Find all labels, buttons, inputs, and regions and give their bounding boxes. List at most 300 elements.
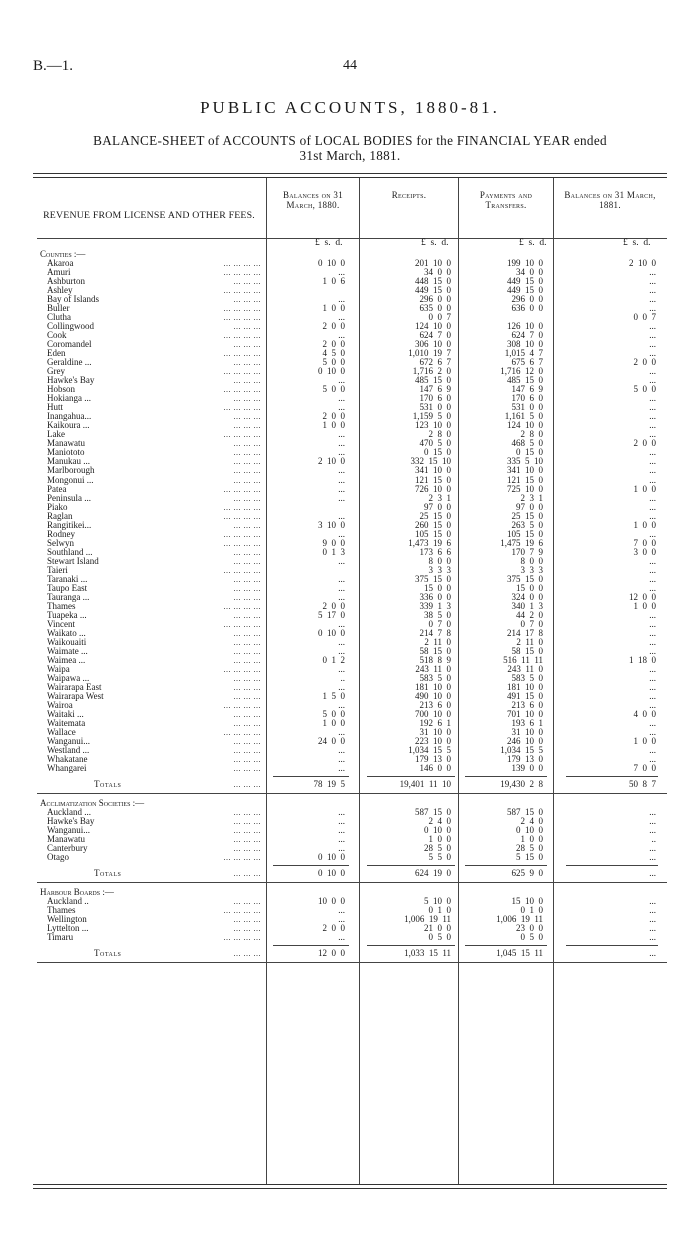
row-label: Selwyn <box>47 537 74 548</box>
cell-c3: 44 2 0 <box>516 609 543 620</box>
leader-dots: ... ... ... <box>233 826 261 836</box>
leader-dots: ... ... ... <box>233 358 261 368</box>
section-name: Acclimatization Societies :— <box>40 798 145 809</box>
cell-c2: 1 0 0 <box>428 834 451 845</box>
cell-c2: 201 10 0 <box>415 258 451 269</box>
cell-c2: 5 10 0 <box>424 896 451 907</box>
cell-c1: ... <box>338 429 345 440</box>
table-row <box>33 638 667 647</box>
table-row <box>33 566 667 575</box>
cell-c3: 468 5 0 <box>511 438 543 449</box>
cell-c1: ... <box>338 474 345 485</box>
cell-c4: ... <box>649 672 656 683</box>
leader-dots: ... ... ... <box>233 719 261 729</box>
leader-dots: ... ... ... ... <box>223 511 261 521</box>
col-header-receipts: Receipts. <box>391 190 427 200</box>
cell-c3: 1 0 0 <box>520 834 543 845</box>
row-label: Auckland ... <box>47 807 91 818</box>
cell-c4: ... <box>649 366 656 377</box>
table-row <box>33 277 667 286</box>
cell-c3: 375 15 0 <box>507 573 543 584</box>
leader-dots: ... ... ... <box>233 340 261 350</box>
cell-c3: 243 11 0 <box>507 663 543 674</box>
cell-c2: 1,473 19 6 <box>408 537 451 548</box>
leader-dots: ... ... ... <box>233 817 261 827</box>
row-label: Hobson <box>47 384 76 395</box>
cell-c4: 1 0 0 <box>633 600 656 611</box>
leader-dots: ... ... ... <box>233 583 261 593</box>
cell-c3: 2 8 0 <box>520 429 543 440</box>
row-label: Kaikoura ... <box>47 420 90 431</box>
table-row <box>33 394 667 403</box>
cell-c4: ... <box>649 681 656 692</box>
cell-c1: 5 0 0 <box>322 384 345 395</box>
section-heading <box>33 799 667 808</box>
row-label: Hutt <box>47 402 64 413</box>
cell-c2: 15 0 0 <box>424 582 451 593</box>
cell-c2: 2 3 1 <box>428 492 451 503</box>
cell-c4: ... <box>649 636 656 647</box>
cell-c3: 1,475 19 6 <box>500 537 543 548</box>
row-label: Auckland .. <box>47 896 89 907</box>
cell-c1: 9 0 0 <box>322 537 345 548</box>
cell-c1: 78 19 5 <box>313 779 345 790</box>
cell-c4: ... <box>649 429 656 440</box>
cell-c3: 587 15 0 <box>507 807 543 818</box>
row-label: Wairarapa West <box>47 690 104 701</box>
cell-c1: ... <box>338 465 345 476</box>
cell-c1: 2 0 0 <box>322 923 345 934</box>
cell-c3: 0 1 0 <box>520 905 543 916</box>
cell-c2: 624 7 0 <box>419 330 451 341</box>
row-label: Collingwood <box>47 321 95 332</box>
row-label: Geraldine ... <box>47 357 92 368</box>
cell-c3: 0 5 0 <box>520 932 543 943</box>
cell-c1: 1 0 6 <box>322 276 345 287</box>
row-label: Waimea ... <box>47 654 86 665</box>
cell-c2: 38 5 0 <box>424 609 451 620</box>
row-header: REVENUE FROM LICENSE AND OTHER FEES. <box>43 210 255 221</box>
row-label: Wanganui... <box>47 825 91 836</box>
cell-c3: 491 15 0 <box>507 690 543 701</box>
leader-dots: ... ... ... <box>233 556 261 566</box>
cell-c1: 2 0 0 <box>322 411 345 422</box>
row-label: Mongonui ... <box>47 474 94 485</box>
cell-c4: ... <box>649 948 656 959</box>
row-label: Marlborough <box>47 465 95 476</box>
col-header-balances-1881: Balances on 31 March, 1881. <box>564 190 656 210</box>
cell-c2: 635 0 0 <box>419 303 451 314</box>
table-row <box>33 710 667 719</box>
cell-c2: 0 5 0 <box>428 932 451 943</box>
cell-c4: ... <box>649 501 656 512</box>
row-label: Whakatane <box>47 754 88 765</box>
cell-c3: 15 10 0 <box>511 896 543 907</box>
leader-dots: ... ... ... <box>233 897 261 907</box>
cell-c4: 1 0 0 <box>633 736 656 747</box>
cell-c4: ... <box>649 618 656 629</box>
cell-c4: ... <box>649 663 656 674</box>
row-label: Maniototo <box>47 447 85 458</box>
table-row <box>33 403 667 412</box>
table-row <box>33 933 667 942</box>
cell-c3: 636 0 0 <box>511 303 543 314</box>
cell-c1: ... <box>338 763 345 774</box>
leader-dots: ... ... ... <box>233 322 261 332</box>
cell-c3: 23 0 0 <box>516 923 543 934</box>
row-label: Lake <box>47 429 65 440</box>
cell-c4: ... <box>649 852 656 863</box>
cell-c1: ... <box>338 393 345 404</box>
cell-c2: 336 0 0 <box>419 591 451 602</box>
cell-c4: ... <box>649 285 656 296</box>
cell-c3: 15 0 0 <box>516 582 543 593</box>
cell-c4: ... <box>649 465 656 476</box>
table-row <box>33 548 667 557</box>
cell-c4: 5 0 0 <box>633 384 656 395</box>
leader-dots: ... ... ... <box>233 394 261 404</box>
leader-dots: ... ... ... <box>233 421 261 431</box>
cell-c3: 1,034 15 5 <box>500 745 543 756</box>
cell-c1: 0 1 2 <box>322 654 345 665</box>
cell-c1: 2 0 0 <box>322 321 345 332</box>
table-row <box>33 503 667 512</box>
leader-dots: ... ... ... <box>233 655 261 665</box>
cell-c2: 485 15 0 <box>415 375 451 386</box>
cell-c1: ... <box>338 447 345 458</box>
cell-c3: 121 15 0 <box>507 474 543 485</box>
cell-c4: ... <box>649 727 656 738</box>
leader-dots: ... ... ... <box>233 869 261 879</box>
table-row <box>33 295 667 304</box>
row-label: Taupo East <box>47 582 88 593</box>
cell-c3: 28 5 0 <box>516 843 543 854</box>
cell-c4: 1 18 0 <box>629 654 656 665</box>
row-label: Hawke's Bay <box>47 816 95 827</box>
cell-c3: 19,430 2 8 <box>500 779 543 790</box>
cell-c4: ... <box>649 816 656 827</box>
table-row <box>33 521 667 530</box>
leader-dots: ... ... ... <box>233 610 261 620</box>
section-name: Counties :— <box>40 249 86 259</box>
row-label: Waimate ... <box>47 645 88 656</box>
cell-c3: 341 10 0 <box>507 465 543 476</box>
cell-c4: ... <box>649 627 656 638</box>
cell-c3: 97 0 0 <box>516 501 543 512</box>
table-row <box>33 746 667 755</box>
row-label: Eden <box>47 348 66 359</box>
cell-c2: 672 6 7 <box>419 357 451 368</box>
cell-c3: 2 11 0 <box>516 636 543 647</box>
cell-c1: ... <box>338 807 345 818</box>
cell-c1: ... <box>338 510 345 521</box>
cell-c2: 260 15 0 <box>415 519 451 530</box>
cell-c2: 243 11 0 <box>415 663 451 674</box>
leader-dots: ... ... ... <box>233 277 261 287</box>
cell-c1: 2 0 0 <box>322 339 345 350</box>
section-heading <box>33 250 667 259</box>
leader-dots: ... ... ... <box>233 764 261 774</box>
leader-dots: ... ... ... ... <box>223 728 261 738</box>
cell-c3: 1,716 12 0 <box>500 366 543 377</box>
row-label: Westland ... <box>47 745 90 756</box>
row-label: Raglan <box>47 510 73 521</box>
cell-c1: 1 0 0 <box>322 420 345 431</box>
cell-c1: 5 17 0 <box>318 609 345 620</box>
cell-c4: ... <box>649 411 656 422</box>
cell-c2: 34 0 0 <box>424 267 451 278</box>
row-label: Hokianga ... <box>47 393 91 404</box>
cell-c4: ... <box>649 339 656 350</box>
table-row <box>33 412 667 421</box>
leader-dots: ... ... ... ... <box>223 619 261 629</box>
leader-dots: ... ... ... <box>233 493 261 503</box>
table-row <box>33 853 667 862</box>
row-label: Stewart Island <box>47 555 99 566</box>
table-row <box>33 844 667 853</box>
cell-c2: 5 5 0 <box>428 852 451 863</box>
table-row <box>33 683 667 692</box>
cell-c2: 726 10 0 <box>415 483 451 494</box>
cell-c3: 624 7 0 <box>511 330 543 341</box>
leader-dots: ... ... ... ... <box>223 385 261 395</box>
row-label: Hawke's Bay <box>47 375 95 386</box>
cell-c1: 1 5 0 <box>322 690 345 701</box>
leader-dots: ... ... ... <box>233 547 261 557</box>
cell-c2: 123 10 0 <box>415 420 451 431</box>
row-label: Clutha <box>47 312 71 323</box>
cell-c1: ... <box>338 932 345 943</box>
cell-c3: 335 5 10 <box>507 456 543 467</box>
table-row <box>33 421 667 430</box>
cell-c2: 2 4 0 <box>428 816 451 827</box>
cell-c3: 246 10 0 <box>507 736 543 747</box>
cell-c1: 2 0 0 <box>322 600 345 611</box>
table-row <box>33 906 667 915</box>
table-row <box>33 457 667 466</box>
cell-c1: 0 10 0 <box>318 868 345 879</box>
cell-c3: 701 10 0 <box>507 709 543 720</box>
leader-dots: ... ... ... ... <box>223 601 261 611</box>
leader-dots: ... ... ... <box>233 592 261 602</box>
cell-c2: 306 10 0 <box>415 339 451 350</box>
row-label: Thames <box>47 905 76 916</box>
cell-c2: 58 15 0 <box>419 645 451 656</box>
cell-c3: 2 4 0 <box>520 816 543 827</box>
leader-dots: ... ... ... <box>233 844 261 854</box>
cell-c3: 531 0 0 <box>511 402 543 413</box>
cell-c3: 675 6 7 <box>511 357 543 368</box>
table-row <box>33 737 667 746</box>
cell-c4: ... <box>649 420 656 431</box>
cell-c3: 0 10 0 <box>516 825 543 836</box>
table-row <box>33 808 667 817</box>
cell-c4: ... <box>649 393 656 404</box>
cell-c4: ... <box>649 609 656 620</box>
cell-c1: ... <box>338 636 345 647</box>
cell-c3: 1,045 15 11 <box>496 948 543 959</box>
cell-c1: 4 5 0 <box>322 348 345 359</box>
cell-c4: ... <box>649 564 656 575</box>
cell-c3: 139 0 0 <box>511 763 543 774</box>
row-label: Peninsula ... <box>47 492 91 503</box>
cell-c3: 8 0 0 <box>520 555 543 566</box>
leader-dots: ... ... ... <box>233 439 261 449</box>
totals-label: Totals <box>94 868 122 879</box>
table-row <box>33 620 667 629</box>
leader-dots: ... ... ... ... <box>223 313 261 323</box>
cell-c4: ... <box>649 914 656 925</box>
cell-c2: 531 0 0 <box>419 402 451 413</box>
cell-c1: 5 0 0 <box>322 709 345 720</box>
leader-dots: ... ... ... ... <box>223 403 261 413</box>
row-label: Bay of Islands <box>47 294 99 305</box>
cell-c1: 0 10 0 <box>318 366 345 377</box>
leader-dots: ... ... ... <box>233 746 261 756</box>
cell-c2: 2 8 0 <box>428 429 451 440</box>
cell-c2: 2 11 0 <box>424 636 451 647</box>
cell-c4: ... <box>649 923 656 934</box>
cell-c1: ... <box>338 555 345 566</box>
cell-c3: 1,015 4 7 <box>504 348 543 359</box>
table-row <box>33 349 667 358</box>
leader-dots: ... ... ... <box>233 835 261 845</box>
cell-c2: 181 10 0 <box>415 681 451 692</box>
cell-c3: 214 17 8 <box>507 627 543 638</box>
cell-c1: ... <box>338 727 345 738</box>
table-row <box>33 584 667 593</box>
cell-c3: 31 10 0 <box>511 727 543 738</box>
cell-c2: 587 15 0 <box>415 807 451 818</box>
cell-c2: 518 8 9 <box>419 654 451 665</box>
cell-c1: ... <box>338 816 345 827</box>
cell-c1: ... <box>338 582 345 593</box>
col-header-balances-1880: Balances on 31 March, 1880. <box>282 190 344 210</box>
cell-c3: 126 10 0 <box>507 321 543 332</box>
row-label: Manawatu <box>47 834 85 845</box>
table-row <box>33 476 667 485</box>
leader-dots: ... ... ... <box>233 949 261 959</box>
table-row <box>33 376 667 385</box>
row-label: Manukau ... <box>47 456 90 467</box>
cell-c2: 490 10 0 <box>415 690 451 701</box>
leader-dots: ... ... ... ... <box>223 367 261 377</box>
leader-dots: ... ... ... ... <box>223 538 261 548</box>
cell-c4: 0 0 7 <box>633 312 656 323</box>
table-row <box>33 430 667 439</box>
cell-c1: 5 0 0 <box>322 357 345 368</box>
table-row <box>33 602 667 611</box>
cell-c2: 470 5 0 <box>419 438 451 449</box>
cell-c4: ... <box>649 447 656 458</box>
cell-c4: 1 0 0 <box>633 483 656 494</box>
totals-row <box>33 869 667 878</box>
cell-c4: 2 0 0 <box>633 438 656 449</box>
cell-c2: 124 10 0 <box>415 321 451 332</box>
leader-dots: ... ... ... ... <box>223 484 261 494</box>
cell-c2: 179 13 0 <box>415 754 451 765</box>
table-row <box>33 286 667 295</box>
cell-c2: 147 6 9 <box>419 384 451 395</box>
cell-c4: 50 8 7 <box>629 779 656 790</box>
table-row <box>33 557 667 566</box>
cell-c1: 1 0 0 <box>322 718 345 729</box>
cell-c4: 12 0 0 <box>629 591 656 602</box>
leader-dots: ... ... ... ... <box>223 286 261 296</box>
table-row <box>33 322 667 331</box>
cell-c3: 516 11 11 <box>503 654 543 665</box>
cell-c4: ... <box>649 905 656 916</box>
table-row <box>33 358 667 367</box>
leader-dots: ... ... ... <box>233 737 261 747</box>
cell-c2: 223 10 0 <box>415 736 451 747</box>
cell-c1: ... <box>338 492 345 503</box>
cell-c3: 58 15 0 <box>511 645 543 656</box>
cell-c4: ... <box>649 932 656 943</box>
page-number: 44 <box>343 58 357 73</box>
cell-c2: 1,006 19 11 <box>404 914 451 925</box>
table-row <box>33 674 667 683</box>
leader-dots: ... ... ... <box>233 574 261 584</box>
totals-row <box>33 780 667 789</box>
cell-c1: ... <box>338 645 345 656</box>
cell-c1: ... <box>338 573 345 584</box>
table-row <box>33 692 667 701</box>
cell-c3: 1,006 19 11 <box>496 914 543 925</box>
leader-dots: ... ... ... <box>233 520 261 530</box>
table-row <box>33 439 667 448</box>
cell-c1: 12 0 0 <box>318 948 345 959</box>
cell-c2: 28 5 0 <box>424 843 451 854</box>
section-name: Harbour Boards :— <box>40 887 114 898</box>
cell-c4: ... <box>649 528 656 539</box>
cell-c3: 25 15 0 <box>511 510 543 521</box>
cell-c3: 340 1 3 <box>511 600 543 611</box>
page-title: PUBLIC ACCOUNTS, 1880-81. <box>200 98 500 117</box>
leader-dots: ... ... ... <box>233 646 261 656</box>
table-row <box>33 826 667 835</box>
cell-c1: ... <box>338 745 345 756</box>
cell-c3: 725 10 0 <box>507 483 543 494</box>
leader-dots: ... ... ... ... <box>223 331 261 341</box>
cell-c4: 1 0 0 <box>633 519 656 530</box>
cell-c3: 0 7 0 <box>520 618 543 629</box>
cell-c4: ... <box>649 303 656 314</box>
row-label: Waitaki ... <box>47 709 84 720</box>
row-label: Amuri <box>47 267 71 278</box>
table-row <box>33 268 667 277</box>
cell-c2: 448 15 0 <box>415 276 451 287</box>
cell-c1: ... <box>338 591 345 602</box>
cell-c3: 449 15 0 <box>507 276 543 287</box>
table-row <box>33 340 667 349</box>
leader-dots: ... ... ... <box>233 808 261 818</box>
totals-row <box>33 949 667 958</box>
row-label: Cook <box>47 330 67 341</box>
cell-c4: ... <box>649 582 656 593</box>
cell-c1: ... <box>338 528 345 539</box>
cell-c3: 449 15 0 <box>507 285 543 296</box>
table-row <box>33 728 667 737</box>
cell-c1: ... <box>338 825 345 836</box>
leader-dots: ... ... ... <box>233 448 261 458</box>
row-label: Lyttelton ... <box>47 923 89 934</box>
cell-c4: ... <box>649 348 656 359</box>
lsd-header: £ s. d. <box>623 238 651 248</box>
leader-dots: ... ... ... <box>233 637 261 647</box>
cell-c4: .. <box>651 834 656 845</box>
row-label: Rodney <box>47 528 75 539</box>
